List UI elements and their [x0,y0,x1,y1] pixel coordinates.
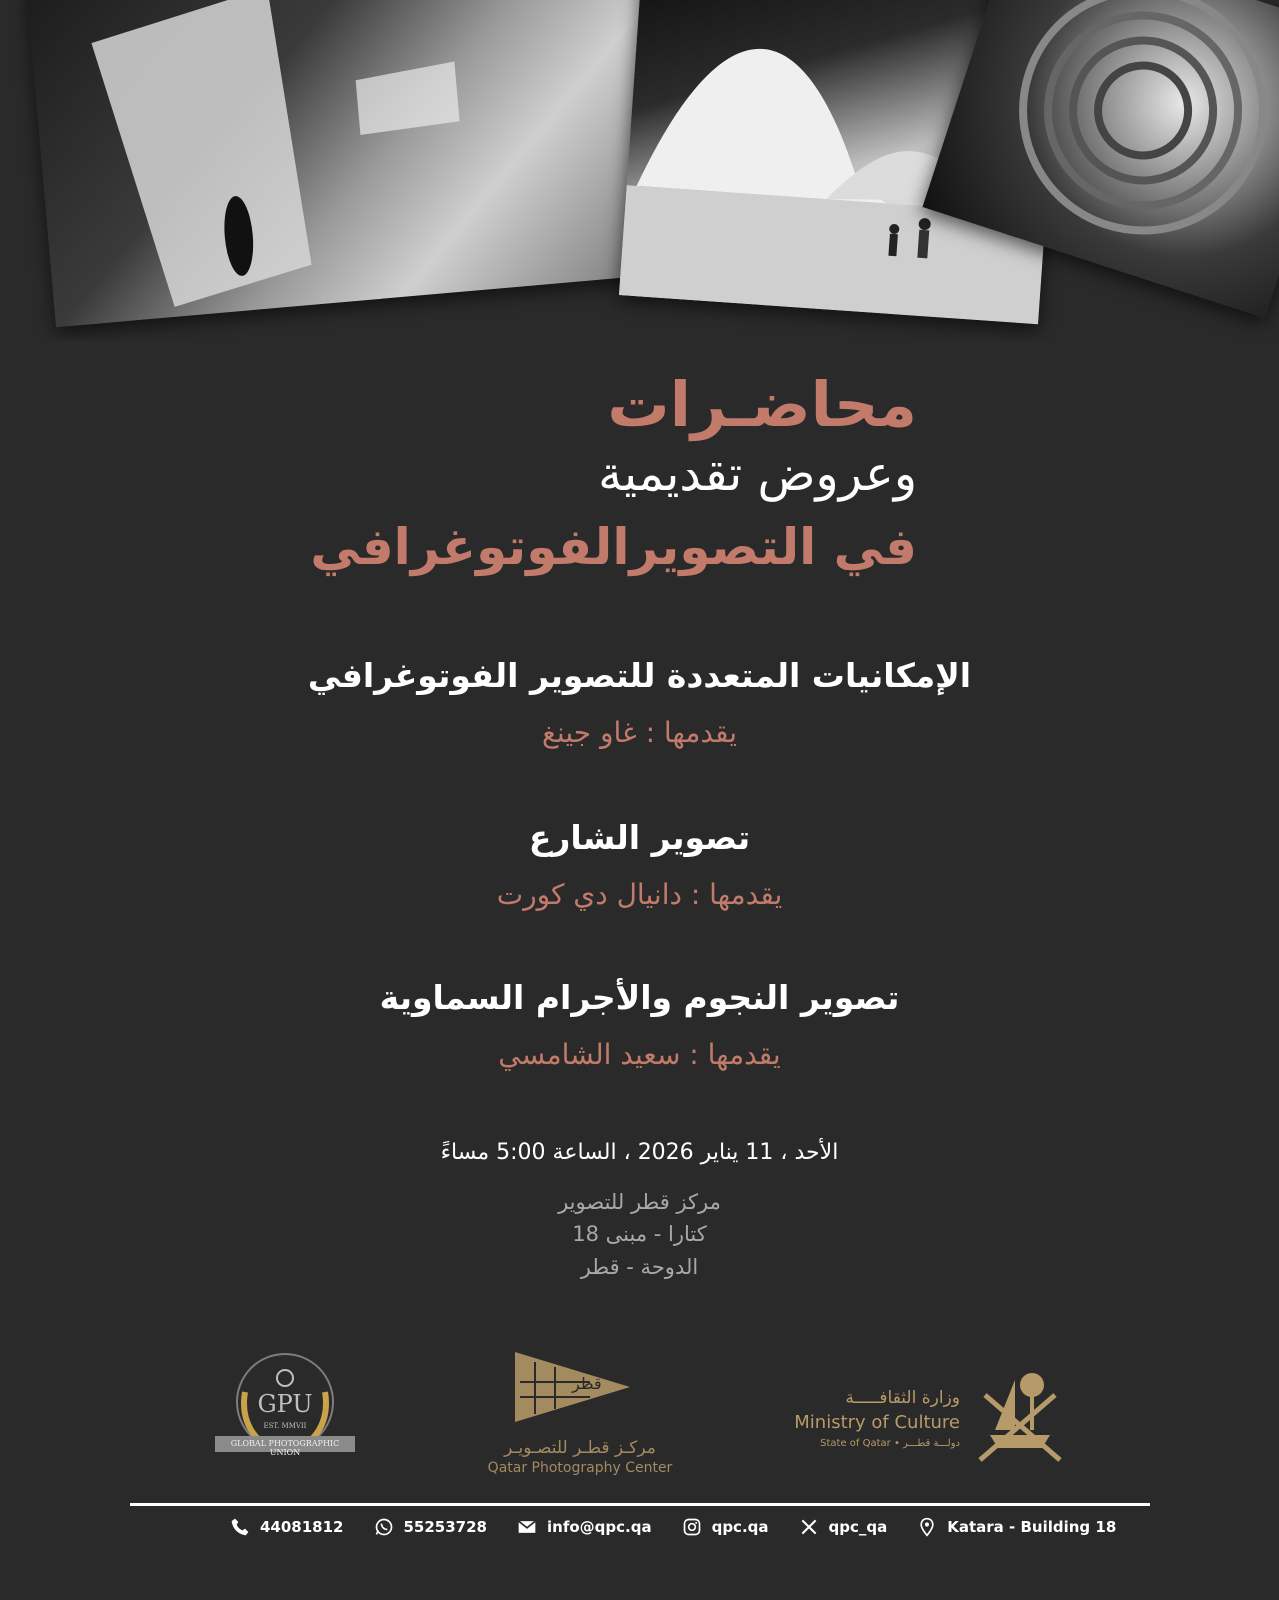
lecture-presenter-3: يقدمها : سعيد الشامسي [498,1038,781,1071]
architecture-photo-left [26,0,693,327]
whatsapp-icon [374,1517,394,1537]
location-contact[interactable] [917,1517,1116,1537]
qpc-mark: قطر [572,1374,602,1393]
gpu-abbr: GPU [257,1390,313,1418]
venue-line-1: مركز قطر للتصوير [558,1190,721,1214]
photo-collage [0,0,1279,340]
lecture-title-2: تصوير الشارع [528,818,751,857]
ministry-of-culture-logo [794,1370,1070,1470]
qpc-logo [480,1352,680,1477]
whatsapp-number: 55253728 [403,1518,487,1536]
phone-icon [230,1517,250,1537]
footer-divider [130,1503,1150,1506]
location-text: Katara - Building 18 [947,1518,1117,1536]
event-date-time: الأحد ، 11 يناير 2026 ، الساعة 5:00 مساءً [440,1140,839,1165]
qpc-name-en: Qatar Photography Center [487,1460,673,1476]
qpc-name-ar: مركـز قطـر للتصـويـر [504,1438,656,1458]
lecture-title-1: الإمكانيات المتعددة للتصوير الفوتوغرافي [307,656,972,695]
email-contact[interactable] [517,1517,652,1537]
heading-lectures: محاضـرات [607,368,917,441]
gpu-est: EST. MMVII [263,1422,307,1430]
lecture-title-3: تصوير النجوم والأجرام السماوية [379,978,900,1017]
venue-line-2: كتارا - مبنى 18 [572,1222,707,1246]
lecture-presenter-1: يقدمها : غاو جينغ [541,716,738,749]
moc-name-en: Ministry of Culture [794,1412,960,1433]
heading-photography: في التصويرالفوتوغرافي [310,518,917,576]
phone-number: 44081812 [260,1518,344,1536]
instagram-contact[interactable] [682,1517,769,1537]
x-handle: qpc_qa [828,1518,888,1536]
contact-footer [230,1512,1116,1542]
moc-name-ar: وزارة الثقافـــــة [845,1388,960,1408]
phone-contact[interactable] [230,1517,344,1537]
whatsapp-contact[interactable] [374,1517,488,1537]
gpu-name: GLOBAL PHOTOGRAPHIC UNION [230,1439,340,1457]
instagram-handle: qpc.qa [711,1518,769,1536]
venue-line-3: الدوحة - قطر [580,1255,699,1279]
x-contact[interactable] [799,1517,888,1537]
instagram-icon [682,1517,702,1537]
email-address: info@qpc.qa [547,1518,652,1536]
gpu-logo [215,1352,355,1472]
email-icon [517,1517,537,1537]
x-icon [799,1517,819,1537]
location-pin-icon [917,1517,937,1537]
moc-sub: State of Qatar • دولـــة قطـــر [820,1438,960,1449]
lecture-presenter-2: يقدمها : دانيال دي كورت [496,878,783,911]
heading-presentations: وعروض تقديمية [598,446,917,502]
